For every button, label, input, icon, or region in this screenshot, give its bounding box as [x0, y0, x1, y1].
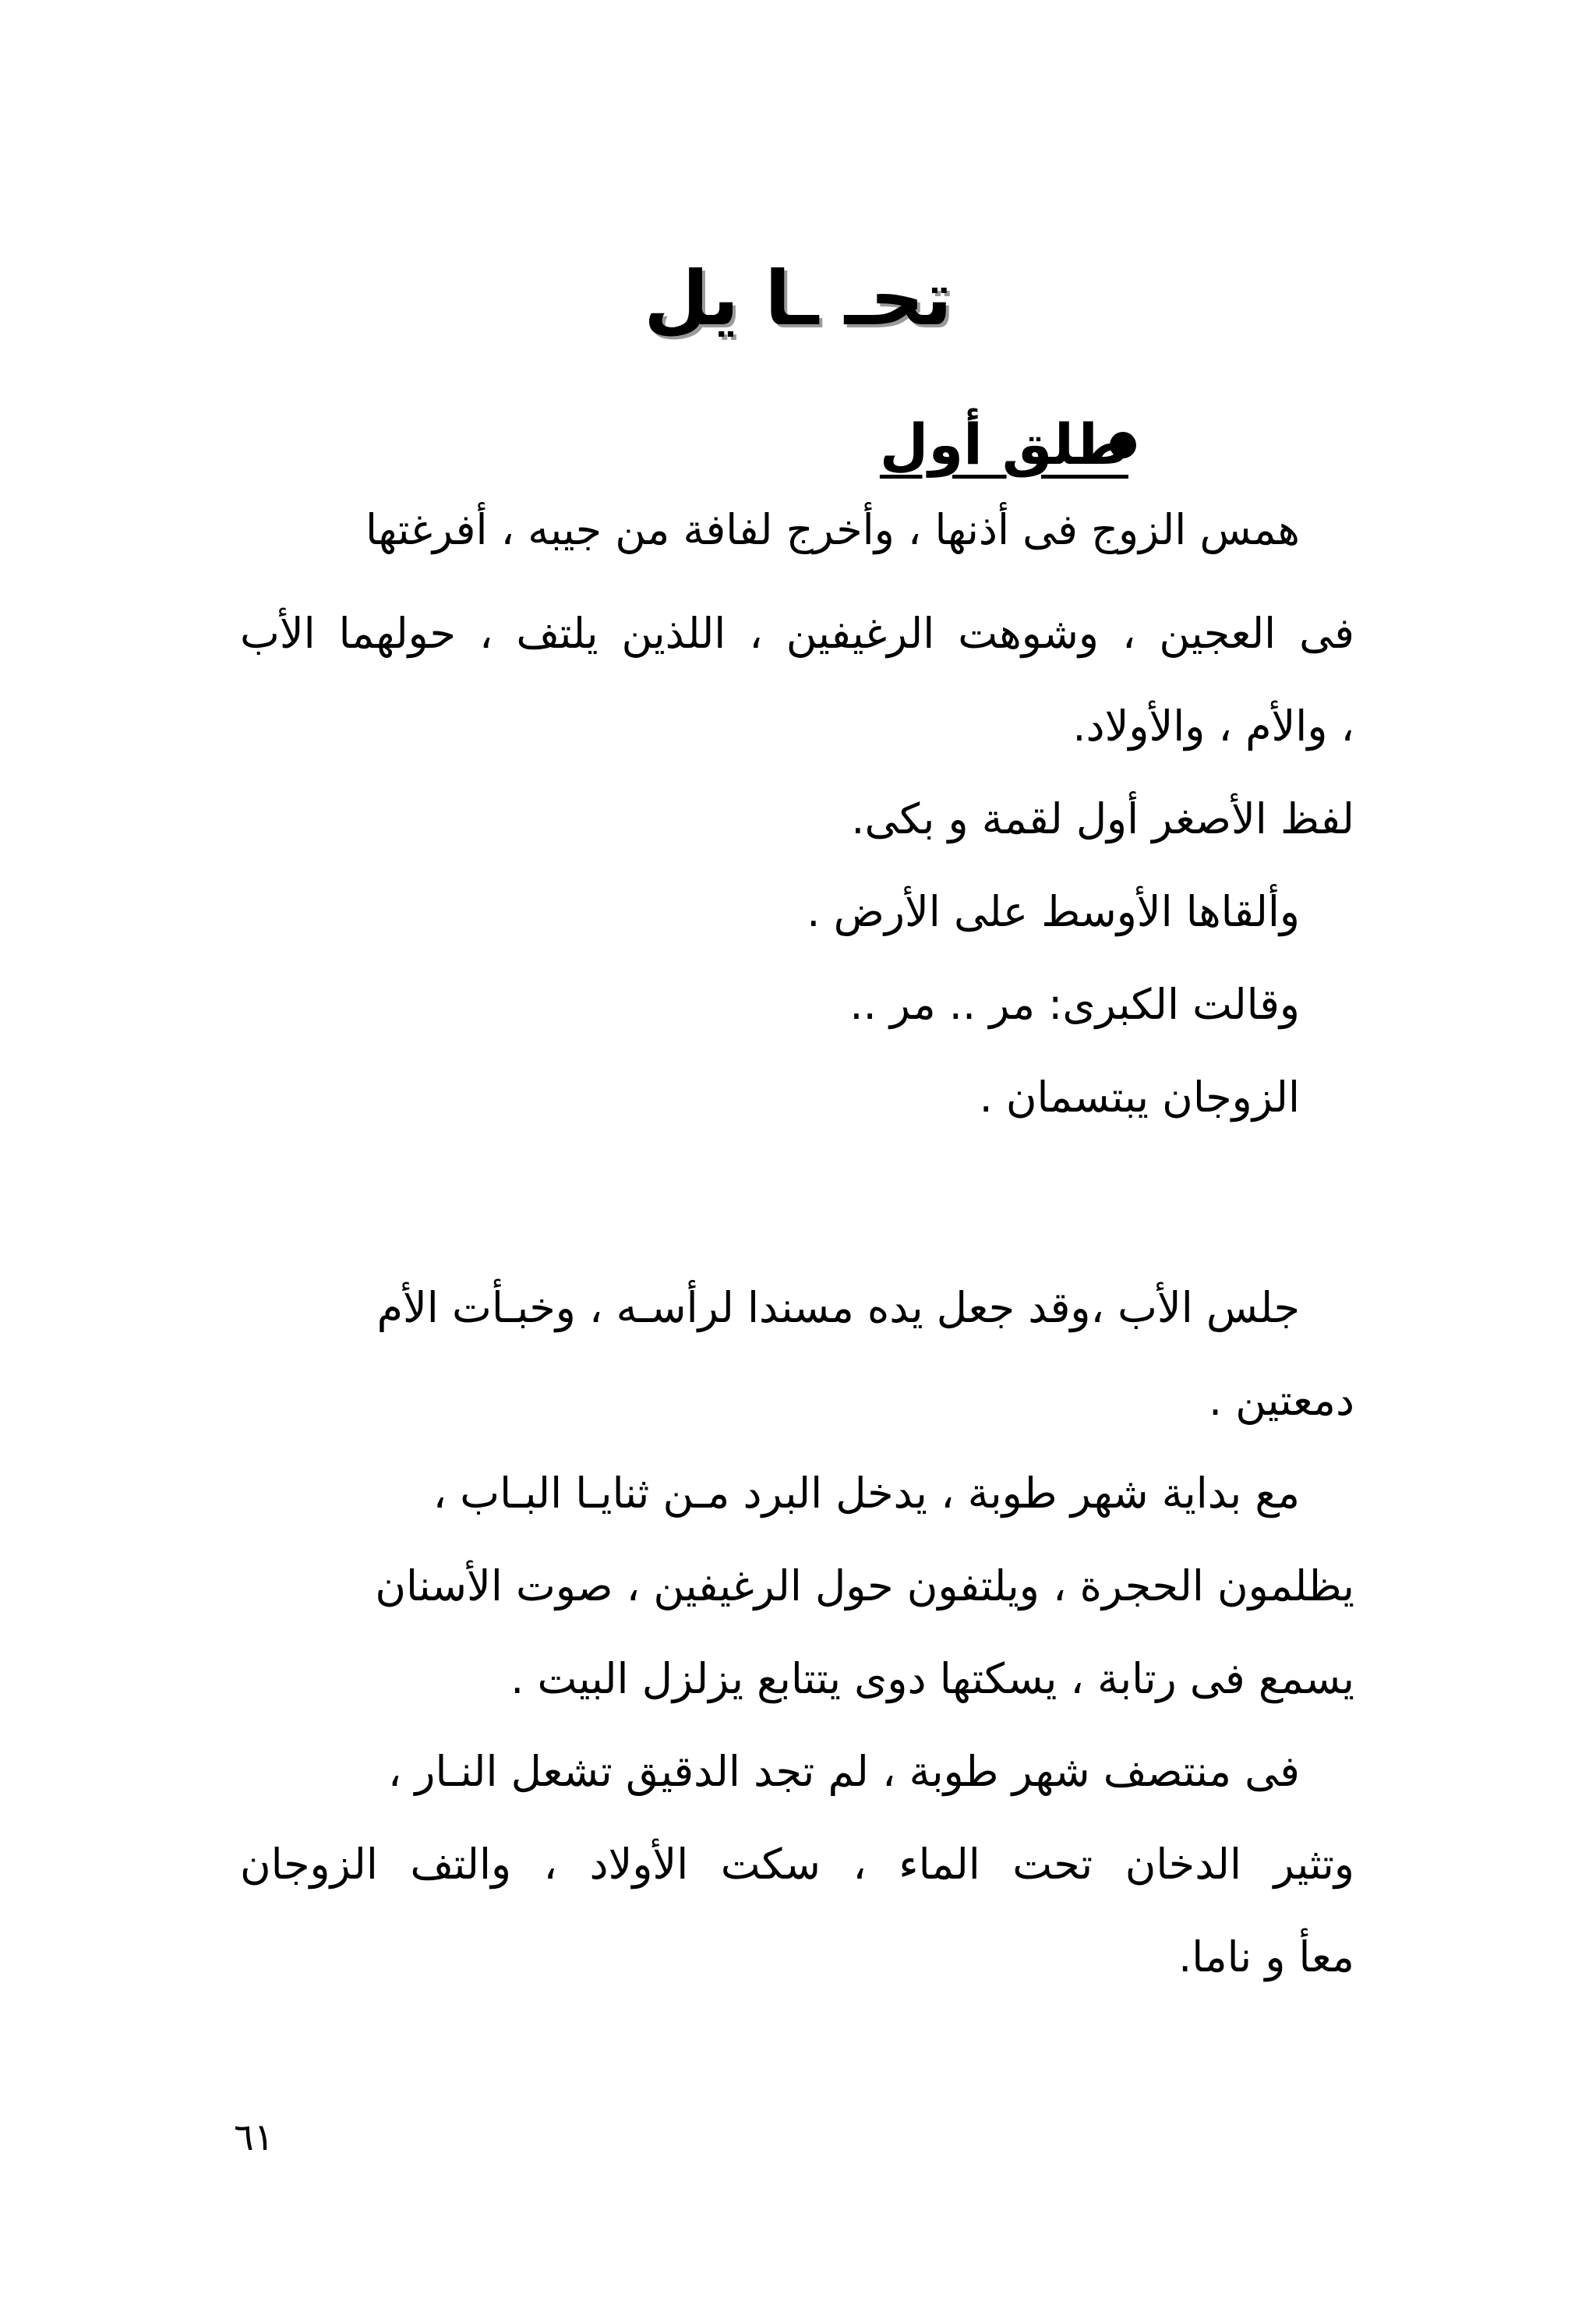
text-line: وقالت الكبرى: مر .. مر ..: [849, 980, 1300, 1029]
page-number: ٦١: [234, 2116, 274, 2159]
section-heading-text: طلق أول: [879, 412, 1128, 477]
text-line: مع بداية شهر طوبة ، يدخل البرد مـن ثنايـا البـاب ،: [433, 1469, 1300, 1518]
text-line: فى العجين ، وشوهت الرغيفين ، اللذين يلتف ، حولهما الأب: [240, 609, 1354, 658]
text-line: وتثير الدخان تحت الماء ، سكت الأولاد ، والتف الزوجان: [240, 1840, 1354, 1889]
text-line: لفظ الأصغر أول لقمة و بكى.: [851, 794, 1354, 843]
text-line: جلس الأب ،وقد جعل يده مسندا لرأسـه ، وخبـأت الأم: [376, 1283, 1300, 1332]
text-line: دمعتين .: [1208, 1376, 1354, 1425]
text-line: يسمع فى رتابة ، يسكتها دوى يتتابع يزلزل البيت .: [510, 1654, 1354, 1703]
section-heading: [880, 405, 1128, 483]
text-line: فى منتصف شهر طوبة ، لم تجد الدقيق تشعل النـار ،: [387, 1747, 1300, 1796]
text-line: الزوجان يبتسمان .: [979, 1073, 1300, 1122]
text-line: وألقاها الأوسط على الأرض .: [807, 887, 1300, 936]
text-line: يظلمون الحجرة ، ويلتفون حول الرغيفين ، صوت الأسنان: [375, 1561, 1354, 1610]
story-title: تحـ ـا يل: [644, 255, 952, 342]
text-line: معأ و ناما.: [1178, 1932, 1354, 1982]
text-line: همس الزوج فى أذنها ، وأخرج لفافة من جيبه ، أفرغتها: [365, 505, 1300, 554]
text-line: ، والأم ، والأولاد.: [1072, 702, 1354, 751]
